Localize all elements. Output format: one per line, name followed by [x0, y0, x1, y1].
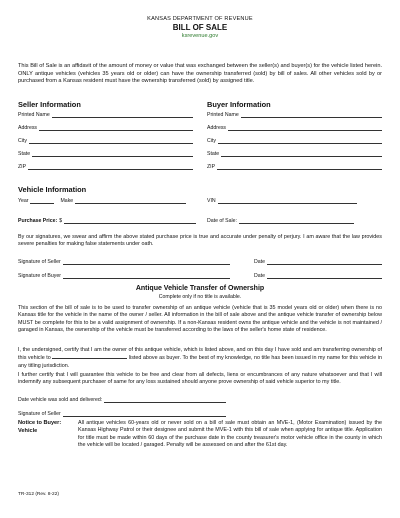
vehicle-heading: Vehicle Information: [18, 185, 87, 194]
date-of-sale-field[interactable]: [239, 218, 354, 224]
transferee-name-field[interactable]: [52, 354, 127, 359]
buyer-date-field[interactable]: [267, 273, 382, 279]
buyer-zip-field[interactable]: [217, 164, 382, 170]
buyer-city-row[interactable]: [207, 131, 382, 144]
field-label: Address: [207, 124, 227, 131]
buyer-heading: Buyer Information: [207, 100, 271, 109]
seller-heading: Seller Information: [18, 100, 81, 109]
seller-signature-field[interactable]: [63, 259, 230, 265]
buyer-city-field[interactable]: [218, 138, 382, 144]
purchase-price-label: Purchase Price:: [18, 217, 58, 224]
antique-seller-signature-row: [18, 406, 226, 417]
seller-signature-label: Signature of Seller: [18, 258, 61, 265]
notice-label-line-1: Notice to Buyer:: [18, 420, 62, 426]
date-of-sale-row: [207, 212, 354, 224]
date-delivered-field[interactable]: [104, 397, 226, 403]
intro-paragraph: This Bill of Sale is an affidavit of the amount of money or value that was exchanged between the seller(s) and buyer(s) for the vehicle listed herein. ONLY antique vehicles (vehicles 35 years old or older) can have the ownership transferred (sold) by bill of sales. All other vehicles sold by or purchased from a Kansas resident must have the ownership transferred (sold) by assigned title.: [18, 63, 382, 85]
antique-seller-signature-field[interactable]: [63, 411, 226, 417]
seller-printed-name-field[interactable]: [52, 112, 193, 118]
buyer-address-field[interactable]: [228, 125, 382, 131]
buyer-state-row[interactable]: [207, 144, 382, 157]
buyer-printed-name-field[interactable]: [241, 112, 382, 118]
form-title: BILL OF SALE: [172, 23, 228, 32]
buyer-signature-label: Signature of Buyer: [18, 272, 61, 279]
currency-symbol: $: [59, 217, 63, 224]
buyer-address-row[interactable]: [207, 118, 382, 131]
seller-address-row[interactable]: [18, 118, 193, 131]
notice-label: [18, 420, 78, 435]
seller-date-label: Date: [254, 258, 265, 265]
vin-field[interactable]: [218, 198, 357, 204]
vehicle-vin-row: [207, 194, 357, 204]
make-label: Make: [60, 197, 74, 204]
certify-text-end: listed above as buyer. To the best of my knowledge, no title has been issued in my name for this vehicle in any titling jurisdiction.: [18, 355, 382, 369]
affirmation-paragraph: By our signatures, we swear and affirm the above stated purchase price is true and accurate under penalty of perjury. I am aware that the law provides severe penalties for making false statements under oath.: [18, 234, 382, 248]
date-delivered-row: [18, 392, 226, 403]
antique-section-subtitle: Complete only if no title is available.: [158, 294, 242, 300]
field-label: Address: [18, 124, 38, 131]
antique-paragraph-1: This section of the bill of sale is to be used to transfer ownership of an antique vehicle (vehicle that is 35 model years old or older) when there is no Kansas title for the vehicle in the name of the owner / seller. All information in the bill of sale above and the antique vehicle transfer of ownership below MUST be complete for this to be a valid assignment of ownership. If a non-Kansas resident owns the antique vehicle and the vehicle is not maintained / garaged in Kansas, the ownership of the vehicle must be transferred according to the laws of the seller's home state of residence.: [18, 305, 382, 334]
field-label: City: [207, 137, 216, 144]
field-label: State: [207, 150, 220, 157]
purchase-price-field[interactable]: [64, 218, 196, 224]
purchase-price-row: [18, 212, 196, 224]
field-label: Printed Name: [207, 111, 239, 118]
vehicle-year-make-row: [18, 194, 186, 204]
seller-address-field[interactable]: [39, 125, 193, 131]
year-field[interactable]: [30, 198, 54, 204]
buyer-date-label: Date: [254, 272, 265, 279]
website-link[interactable]: ksrevenue.gov: [181, 33, 219, 39]
seller-state-row[interactable]: [18, 144, 193, 157]
seller-printed-name-row[interactable]: [18, 109, 193, 118]
seller-city-row[interactable]: [18, 131, 193, 144]
buyer-zip-row[interactable]: [207, 157, 382, 170]
antique-seller-signature-label: Signature of Seller: [18, 410, 61, 417]
antique-paragraph-3: I further certify that I will guarantee this vehicle to be free and clear from all defects, liens or encumbrances of any nature whatsoever and that I will indemnify any subsequent purchaser of same for any loss sustained should anyone prove ownership of said vehicle superior to my title.: [18, 372, 382, 386]
seller-city-field[interactable]: [29, 138, 193, 144]
vin-label: VIN: [207, 197, 216, 204]
field-label: ZIP: [18, 163, 27, 170]
field-label: City: [18, 137, 27, 144]
buyer-date-row: [254, 268, 382, 279]
notice-label-line-2: Vehicle: [18, 427, 38, 434]
seller-state-field[interactable]: [32, 151, 193, 157]
agency-name: KANSAS DEPARTMENT OF REVENUE: [147, 16, 253, 22]
field-label: Printed Name: [18, 111, 50, 118]
seller-date-field[interactable]: [267, 259, 382, 265]
buyer-signature-row: [18, 268, 230, 279]
date-of-sale-label: Date of Sale:: [207, 217, 237, 224]
buyer-state-field[interactable]: [221, 151, 382, 157]
antique-section-title: Antique Vehicle Transfer of Ownership: [135, 285, 265, 292]
date-delivered-label: Date vehicle was sold and delivered:: [18, 396, 103, 403]
seller-zip-row[interactable]: [18, 157, 193, 170]
seller-section: [18, 100, 193, 170]
field-label: State: [18, 150, 31, 157]
make-field[interactable]: [75, 198, 186, 204]
form-number: TR-312 (Rev. 8-22): [18, 492, 59, 497]
buyer-signature-field[interactable]: [63, 273, 230, 279]
field-label: ZIP: [207, 163, 216, 170]
buyer-section: [207, 100, 382, 170]
seller-signature-row: [18, 254, 230, 265]
certify-text-start: I, the undersigned, certify that I am the owner of this antique vehicle, which is listed above, and on this day I have sold and am transferring ownership of this vehicle to: [18, 347, 382, 362]
antique-paragraph-2: [18, 347, 382, 370]
buyer-printed-name-row[interactable]: [207, 109, 382, 118]
seller-zip-field[interactable]: [28, 164, 193, 170]
year-label: Year: [18, 197, 29, 204]
seller-date-row: [254, 254, 382, 265]
notice-text: All antique vehicles 60-years old or never sold on a bill of sale must obtain an MVE-1, (Motor Examination) issued by the Kansas Highway Patrol or their designee and submit the MVE-1 with this bill of sale when applying for antique title. Application for title must be made within 60 days of the purchase date in the county treasurer's motor vehicle office in the county in which the vehicle will be located / garaged. Penalty will be assessed on and after the 61st day.: [78, 420, 382, 449]
